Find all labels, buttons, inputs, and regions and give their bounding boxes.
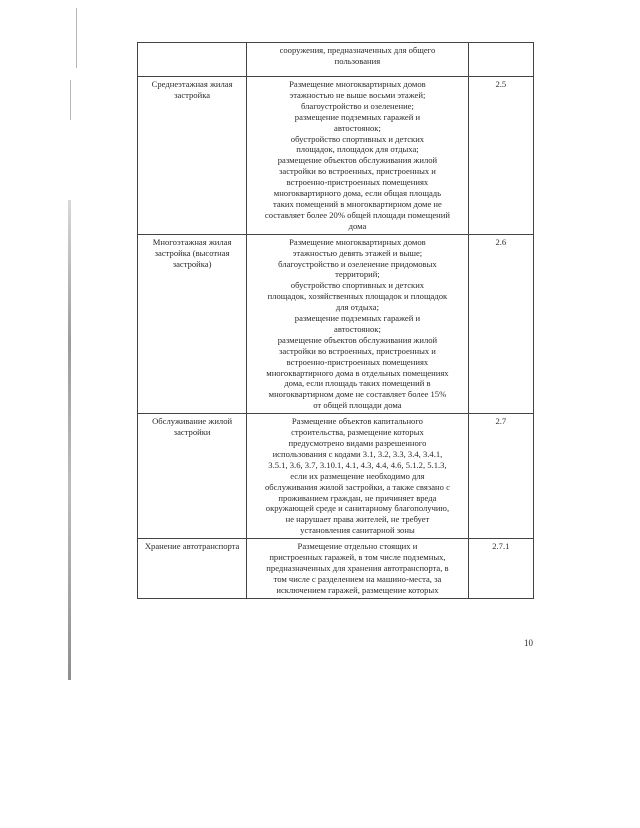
use-type-code: 2.5: [468, 77, 533, 235]
table-row: [138, 539, 534, 599]
description-line: автостоянок;: [334, 323, 381, 334]
use-type-name: [138, 43, 247, 77]
use-type-code: 2.7.1: [468, 539, 533, 599]
description-line: таких помещений в многоквартирном доме не: [273, 198, 442, 209]
description-line: многоквартирного дома в отдельных помещениях: [266, 367, 449, 378]
use-type-description: [247, 539, 468, 599]
use-type-name: Среднеэтажная жилая застройка: [138, 77, 247, 235]
description-line: размещение объектов обслуживания жилой: [277, 334, 438, 345]
description-line: дома: [348, 220, 367, 231]
description-line: размещение подземных гаражей и: [294, 313, 421, 324]
description-line: составляет более 20% общей площади помещений: [264, 209, 450, 220]
description-line: встроенно-пристроенных помещениях: [286, 356, 429, 367]
scan-artifact: [70, 80, 71, 120]
description-line: обустройство спортивных и детских: [290, 280, 425, 291]
description-line: окружающей среде и санитарному благополучию,: [265, 503, 450, 514]
description-line: застройки во встроенных, пристроенных и: [278, 166, 436, 177]
use-type-code: 2.6: [468, 234, 533, 414]
description-line: площадок, хозяйственных площадок и площадок: [267, 291, 448, 302]
description-line: сооружения, предназначенных для общего: [279, 45, 436, 55]
description-line: автостоянок;: [334, 122, 381, 133]
land-use-table: [137, 42, 534, 599]
description-line: этажностью девять этажей и выше;: [292, 247, 423, 258]
description-line: не нарушает права жителей, не требует: [285, 514, 430, 525]
description-line: если их размещение необходимо для: [290, 470, 425, 481]
description-line: от общей площади дома: [313, 400, 402, 411]
use-type-description: [247, 234, 468, 414]
description-line: размещение подземных гаражей и: [294, 111, 421, 122]
description-line: пристроенных гаражей, в том числе подземных,: [269, 552, 446, 563]
description-line: обслуживания жилой застройки, а также связано с: [264, 481, 450, 492]
table-row: [138, 77, 534, 235]
use-type-name: Многоэтажная жилая застройка (высотная застройка): [138, 234, 247, 414]
table-row: [138, 43, 534, 77]
description-line: благоустройство и озеленение придомовых: [278, 258, 437, 269]
description-line: дома, если площадь таких помещений в: [284, 378, 431, 389]
description-line: 3.5.1, 3.6, 3.7, 3.10.1, 4.1, 4.3, 4.4, 4.6, 5.1.2, 5.1.3,: [268, 459, 447, 470]
description-line: строительства, размещение которых: [291, 427, 424, 438]
use-type-description: [247, 77, 468, 235]
scan-artifact: [76, 8, 77, 68]
description-line: Размещение многоквартирных домов: [289, 236, 426, 247]
table-row: [138, 234, 534, 414]
page-number: 10: [524, 638, 533, 648]
description-line: предназначенных для хранения автотранспорта, в: [266, 562, 449, 573]
description-line: том числе с разделением на машино-места, за: [273, 573, 442, 584]
use-type-name: Хранение автотранспорта: [138, 539, 247, 599]
description-line: благоустройство и озеленение;: [300, 100, 414, 111]
description-line: застройки во встроенных, пристроенных и: [278, 345, 436, 356]
description-line: Размещение многоквартирных домов: [289, 79, 426, 89]
description-line: проживанием граждан, не причиняет вреда: [278, 492, 437, 503]
description-line: установления санитарной зоны: [300, 525, 415, 536]
description-line: для отдыха;: [335, 302, 379, 313]
description-line: предусмотрено видами разрешенного: [288, 438, 427, 448]
description-line: этажностью не выше восьми этажей;: [289, 89, 426, 100]
description-line: использования с кодами 3.1, 3.2, 3.3, 3.4, 3.4.1,: [272, 448, 443, 459]
description-line: многоквартирного дома, если общая площадь: [273, 188, 442, 199]
description-line: размещение объектов обслуживания жилой: [277, 155, 438, 166]
use-type-name: Обслуживание жилой застройки: [138, 414, 247, 539]
description-line: Размещение отдельно стоящих и: [297, 541, 418, 552]
description-line: обустройство спортивных и детских: [290, 133, 425, 144]
scan-binding-edge: [68, 200, 71, 680]
description-line: многоквартирном доме не составляет более 15%: [268, 389, 447, 400]
use-type-description: [247, 43, 468, 77]
description-line: встроенно-пристроенных помещениях: [286, 177, 429, 188]
description-line: Размещение объектов капитального: [291, 416, 423, 427]
description-line: площадок, площадок для отдыха;: [296, 144, 419, 155]
table-row: [138, 414, 534, 539]
description-line: пользования: [334, 55, 381, 66]
use-type-code: [468, 43, 533, 77]
description-line: исключением гаражей, размещение которых: [276, 584, 439, 595]
use-type-description: [247, 414, 468, 539]
description-line: территорий;: [335, 269, 380, 280]
use-type-code: 2.7: [468, 414, 533, 539]
